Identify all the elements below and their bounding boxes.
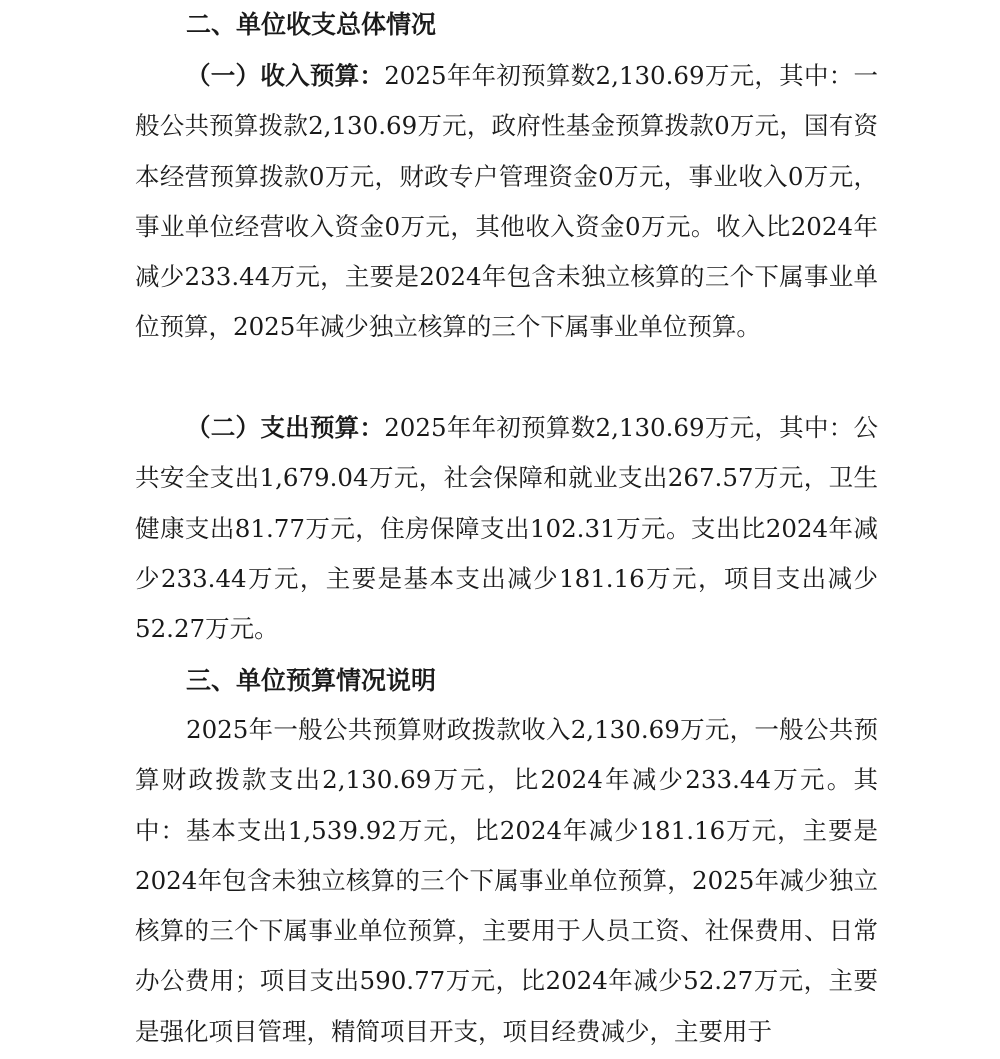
income-budget-label: （一）收入预算： [186, 61, 385, 90]
income-budget-paragraph [135, 51, 878, 353]
expense-budget-text: 2025年年初预算数2,130.69万元，其中：公共安全支出1,679.04万元，社会保障和就业支出267.57万元，卫生健康支出81.77万元，住房保障支出102.31万元。支出比2024年减少233.44万元，主要是基本支出减少181.16万元，项目支出减少52.27万元。 [135, 413, 879, 644]
expense-budget-label: （二）支出预算： [186, 413, 385, 442]
budget-explanation-paragraph: 2025年一般公共预算财政拨款收入2,130.69万元，一般公共预算财政拨款支出2,130.69万元，比2024年减少233.44万元。其中：基本支出1,539.92万元，比2024年减少181.16万元，主要是2024年包含未独立核算的三个下属事业单位预算，2025年减少独立核算的三个下属事业单位预算，主要用于人员工资、社保费用、日常办公费用；项目支出590.77万元，比2024年减少52.27万元，主要是强化项目管理，精简项目开支，项目经费减少，主要用于 [135, 715, 878, 1046]
section-3-heading: 三、单位预算情况说明 [186, 666, 437, 695]
section-2-heading: 二、单位收支总体情况 [186, 10, 437, 39]
expense-budget-paragraph [135, 403, 878, 654]
income-budget-text: 2025年年初预算数2,130.69万元，其中：一般公共预算拨款2,130.69万元，政府性基金预算拨款0万元，国有资本经营预算拨款0万元，财政专户管理资金0万元，事业收入0万元，事业单位经营收入资金0万元，其他收入资金0万元。收入比2024年减少233.44万元，主要是2024年包含未独立核算的三个下属事业单位预算，2025年减少独立核算的三个下属事业单位预算。 [135, 61, 879, 342]
